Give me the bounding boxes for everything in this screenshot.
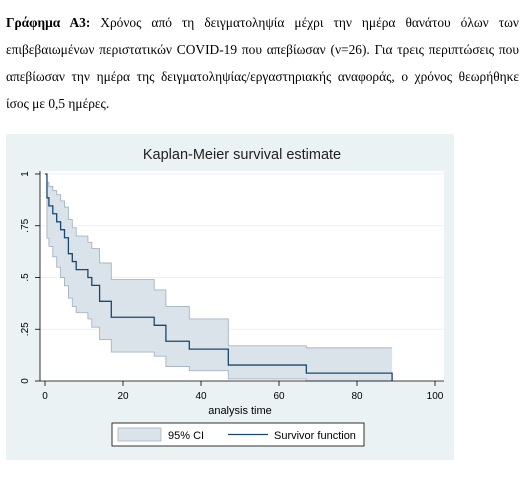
x-tick-label: 20 xyxy=(117,391,129,402)
y-tick-label: .5 xyxy=(20,273,31,282)
y-tick-label: 0 xyxy=(20,378,31,384)
legend-ci-label: 95% CI xyxy=(168,430,205,442)
chart-panel xyxy=(6,134,454,460)
x-tick-label: 40 xyxy=(195,391,207,402)
x-tick-label: 0 xyxy=(42,391,48,402)
figure-caption xyxy=(6,9,519,117)
legend xyxy=(112,423,364,446)
x-tick-label: 60 xyxy=(273,391,285,402)
km-chart xyxy=(6,134,454,460)
x-tick-label: 100 xyxy=(426,391,444,402)
x-axis-label: analysis time xyxy=(208,405,272,417)
legend-survivor-label: Survivor function xyxy=(274,430,356,442)
y-tick-label: .75 xyxy=(20,218,31,233)
y-tick-label: 1 xyxy=(20,171,31,177)
legend-ci-swatch xyxy=(118,428,161,441)
caption-text: Χρόνος από τη δειγματοληψία μέχρι την ημέρα θανάτου όλων των επιβεβαιωμένων περιστατικών COVID-19 που απεβίωσαν (ν=26). Για τρεις περιπτώσεις που απεβίωσαν την ημέρα της δειγματοληψίας/εργαστηριακής αναφοράς, ο χρόνος θεωρήθηκε ίσος με 0,5 ημέρες. xyxy=(6,15,519,111)
x-tick-label: 80 xyxy=(351,391,363,402)
caption-label: Γράφημα Α3: xyxy=(6,15,91,30)
chart-title: Kaplan-Meier survival estimate xyxy=(142,147,342,163)
y-tick-label: .25 xyxy=(20,322,31,337)
